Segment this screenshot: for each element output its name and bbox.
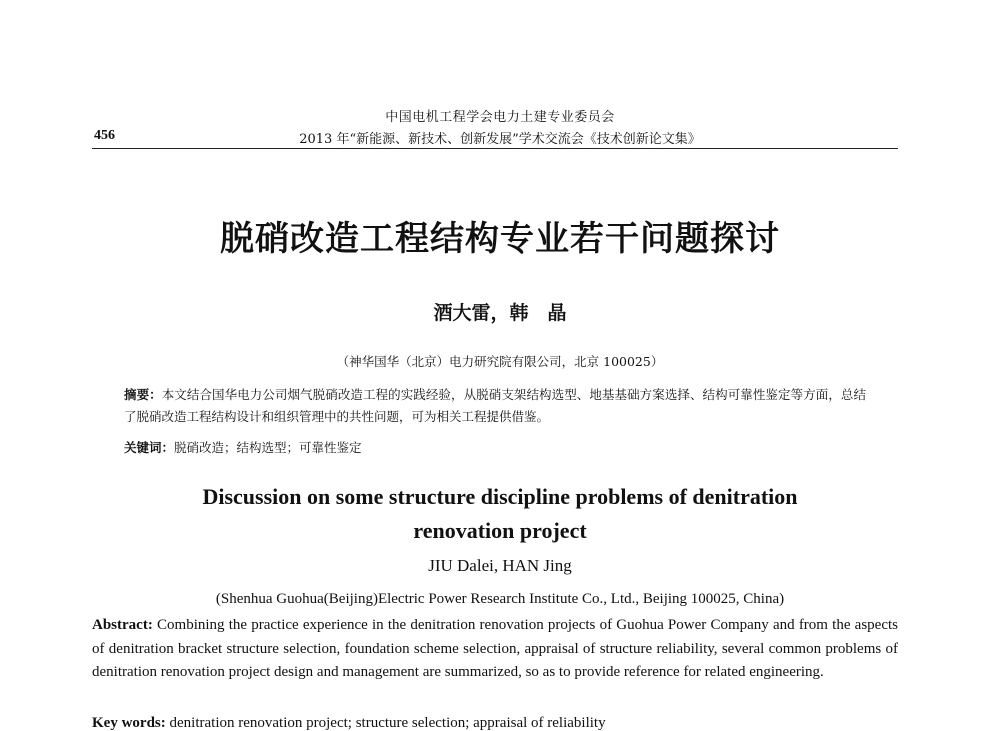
chinese-keywords-text: 脱硝改造；结构选型；可靠性鉴定 — [174, 440, 362, 455]
english-authors: JIU Dalei, HAN Jing — [428, 556, 572, 575]
english-keywords-label: Key words: — [92, 715, 166, 731]
chinese-abstract — [124, 384, 866, 428]
english-title — [0, 480, 1000, 548]
english-title-line1: Discussion on some structure discipline problems of denitration — [202, 484, 798, 509]
english-abstract — [92, 614, 898, 685]
chinese-keywords — [124, 438, 866, 458]
running-header-society: 中国电机工程学会电力土建专业委员会 — [385, 110, 615, 125]
english-affiliation: (Shenhua Guohua(Beijing)Electric Power Research Institute Co., Ltd., Beijing 100025, China) — [215, 591, 785, 607]
chinese-affiliation: （神华国华（北京）电力研究院有限公司，北京 100025） — [336, 354, 664, 369]
chinese-abstract-text: 本文结合国华电力公司烟气脱硝改造工程的实践经验，从脱硝支架结构选型、地基基础方案选择、结构可靠性鉴定等方面，总结了脱硝改造工程结构设计和组织管理中的共性问题，可为相关工程提供借鉴。 — [124, 387, 866, 424]
english-abstract-text: Combining the practice experience in the denitration renovation projects of Guohua Power Company and from the aspects of denitration bracket structure selection, foundation scheme selection, appraisal of structure reliability, several common problems of denitration renovation project design and management are summarized, so as to provide reference for related engineering. — [92, 617, 898, 680]
running-header-proceedings: 2013 年“新能源、新技术、创新发展”学术交流会《技术创新论文集》 — [299, 132, 701, 147]
english-title-line2: renovation project — [413, 518, 587, 543]
chinese-abstract-label: 摘要： — [124, 387, 162, 402]
english-keywords — [92, 712, 898, 731]
page-number: 456 — [94, 128, 115, 143]
header-rule — [92, 148, 898, 149]
english-keywords-text: denitration renovation project; structure selection; appraisal of reliability — [165, 715, 606, 731]
english-abstract-label: Abstract: — [92, 617, 153, 633]
chinese-keywords-label: 关键词： — [124, 440, 175, 455]
chinese-title: 脱硝改造工程结构专业若干问题探讨 — [220, 219, 780, 259]
chinese-authors: 酒大雷，韩 晶 — [433, 302, 567, 324]
